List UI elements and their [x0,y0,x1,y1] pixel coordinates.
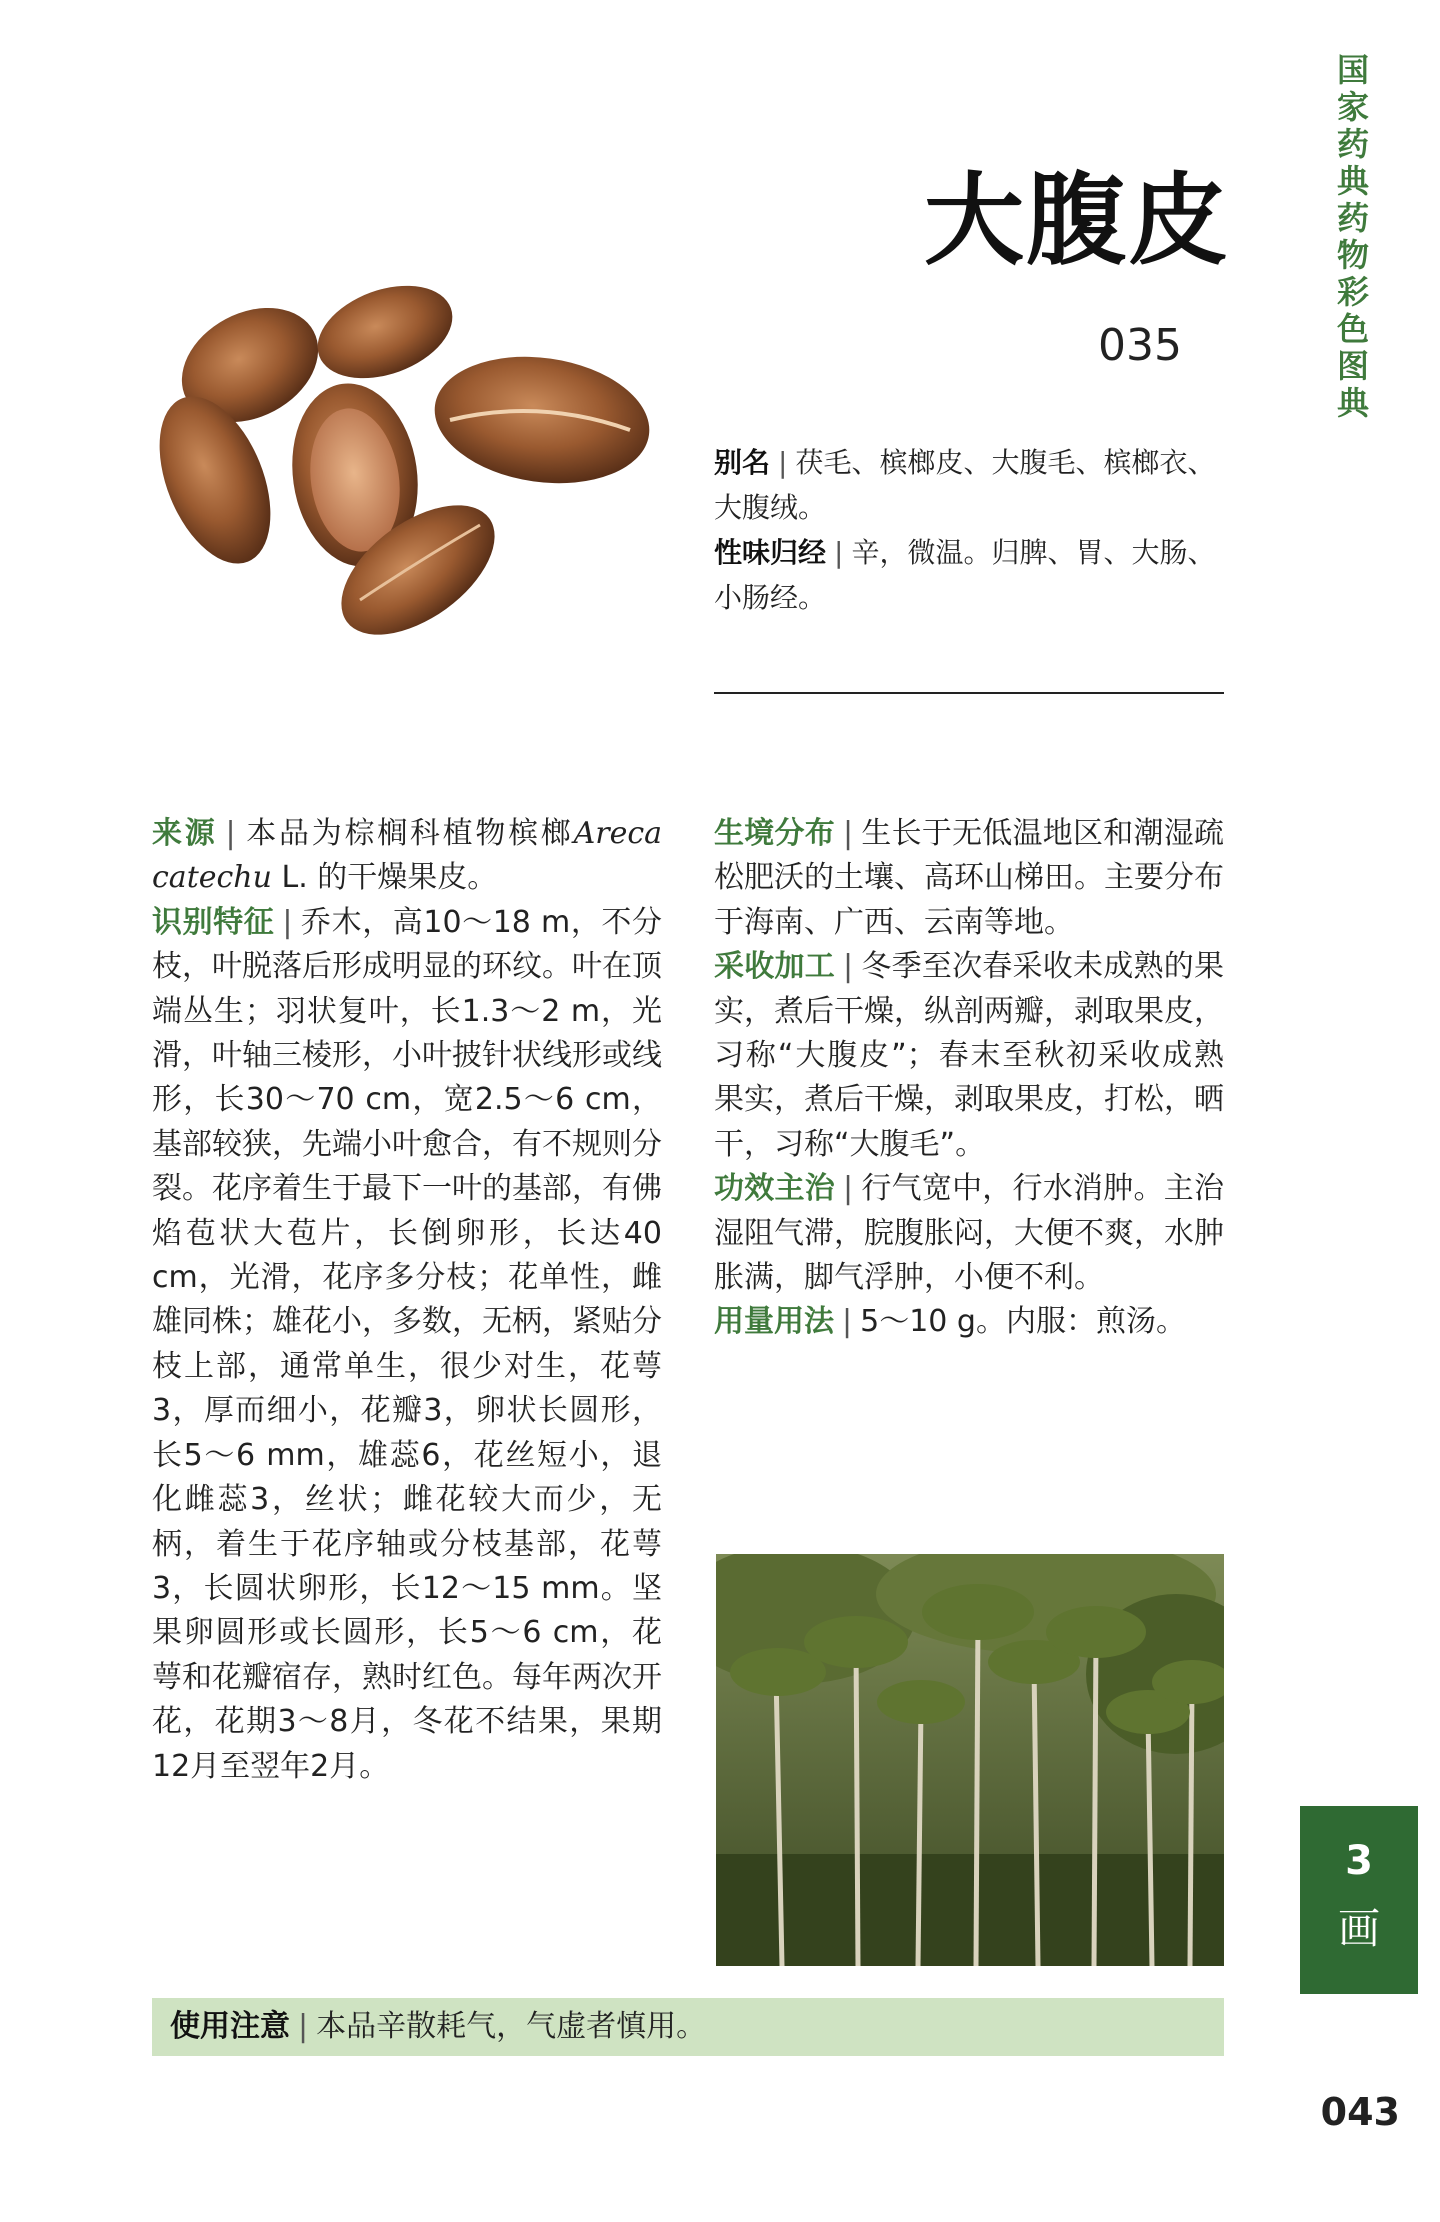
processing-text: 冬季至次春采收未成熟的果实，煮后干燥，纵剖两瓣，剥取果皮，习称“大腹皮”；春末至秋初采收成熟果实，煮后干燥，剥取果皮，打松，晒干，习称“大腹毛”。 [714,949,1225,1162]
features-text: 乔木，高10～18 m，不分枝，叶脱落后形成明显的环纹。叶在顶端丛生；羽状复叶，长1.3～2 m，光滑，叶轴三棱形，小叶披针状线形或线形，长30～70 cm，宽2.5～6 cm，基部较狭，先端小叶愈合，有不规则分裂。花序着生于最下一叶的基部，有佛焰苞状大苞片，长倒卵形，长达40 cm，光滑，花序多分枝；花单性，雌雄同株；雄花小，多数，无柄，紧贴分枝上部，通常单生，很少对生，花萼3，厚而细小，花瓣3，卵状长圆形，长5～6 mm，雄蕊6，花丝短小，退化雌蕊3，丝状；雌花较大而少，无柄，着生于花序轴或分枝基部，花萼3，长圆状卵形，长12～15 mm。坚果卵圆形或长圆形，长5～6 cm，花萼和花瓣宿存，熟时红色。每年两次开花，花期3～8月，冬花不结果，果期12月至翌年2月。 [152,904,662,1784]
herb-number: 035 [1098,320,1182,371]
effects-label: 功效主治 [714,1171,835,1207]
habitat-label: 生境分布 [714,816,835,851]
stroke-number: 3 [1345,1838,1373,1884]
habitat-photo [716,1554,1224,1966]
stroke-char: 画 [1337,1904,1380,1953]
right-column [714,812,1224,1345]
source-entry: 来源 | 本品为棕榈科植物槟榔Areca catechu L. 的干燥果皮。 [152,816,663,896]
source-label: 来源 [152,816,218,851]
nature-text: 辛，微温。归脾、胃、大肠、小肠经。 [714,536,1216,614]
info-block [714,440,1224,620]
processing-label: 采收加工 [714,949,835,985]
features-label: 识别特征 [152,904,275,940]
latin-name: Areca catechu [152,816,663,896]
effects-text: 行气宽中，行水消肿。主治湿阻气滞，脘腹胀闷，大便不爽，水肿胀满，脚气浮肿，小便不利。 [714,1171,1225,1296]
dosage-label: 用量用法 [714,1304,834,1340]
page-number: 043 [1320,2090,1400,2134]
caution-text: 本品辛散耗气，气虚者慎用。 [316,2009,707,2044]
effects-entry: 功效主治 | 行气宽中，行水消肿。主治湿阻气滞，脘腹胀闷，大便不爽，水肿胀满，脚气浮肿，小便不利。 [714,1171,1225,1296]
stroke-count-tab [1300,1806,1418,1994]
nature-label: 性味归经 [714,536,827,569]
features-entry: 识别特征 | 乔木，高10～18 m，不分枝，叶脱落后形成明显的环纹。叶在顶端丛生；羽状复叶，长1.3～2 m，光滑，叶轴三棱形，小叶披针状线形或线形，长30～70 cm，宽2.5～6 cm，基部较狭，先端小叶愈合，有不规则分裂。花序着生于最下一叶的基部，有佛焰苞状大苞片，长倒卵形，长达40 cm，光滑，花序多分枝；花单性，雌雄同株；雄花小，多数，无柄，紧贴分枝上部，通常单生，很少对生，花萼3，厚而细小，花瓣3，卵状长圆形，长5～6 mm，雄蕊6，花丝短小，退化雌蕊3，丝状；雌花较大而少，无柄，着生于花序轴或分枝基部，花萼3，长圆状卵形，长12～15 mm。坚果卵圆形或长圆形，长5～6 cm，花萼和花瓣宿存，熟时红色。每年两次开花，花期3～8月，冬花不结果，果期12月至翌年2月。 [152,904,662,1784]
caution-label: 使用注意 [170,2009,290,2044]
processing-entry: 采收加工 | 冬季至次春采收未成熟的果实，煮后干燥，纵剖两瓣，剥取果皮，习称“大腹皮”；春末至秋初采收成熟果实，煮后干燥，剥取果皮，打松，晒干，习称“大腹毛”。 [714,949,1225,1162]
alias-text: 茯毛、槟榔皮、大腹毛、槟榔衣、大腹绒。 [714,446,1216,524]
source-text: 本品为棕榈科植物槟榔 [243,816,574,851]
dosage-entry: 用量用法 | 5～10 g。内服：煎汤。 [714,1304,1186,1340]
habitat-text: 生长于无低温地区和潮湿疏松肥沃的土壤、高环山梯田。主要分布于海南、广西、云南等地。 [714,816,1225,940]
divider [714,692,1224,694]
series-title: 国家药典药物彩色图典 [1336,51,1369,422]
herb-name: 大腹皮 [924,161,1230,279]
source-text-end: L. 的干燥果皮。 [271,860,498,896]
specimen-photo [150,270,670,650]
dosage-text: 5～10 g。内服：煎汤。 [860,1304,1186,1340]
nature-entry: 性味归经 | 辛，微温。归脾、胃、大肠、小肠经。 [714,536,1216,614]
caution-bar: 使用注意 | 本品辛散耗气，气虚者慎用。 [152,1998,1224,2056]
alias-entry: 别名 | 茯毛、槟榔皮、大腹毛、槟榔衣、大腹绒。 [714,446,1216,524]
habitat-entry: 生境分布 | 生长于无低温地区和潮湿疏松肥沃的土壤、高环山梯田。主要分布于海南、广西、云南等地。 [714,816,1225,940]
alias-label: 别名 [714,446,771,479]
left-column [152,812,662,1789]
